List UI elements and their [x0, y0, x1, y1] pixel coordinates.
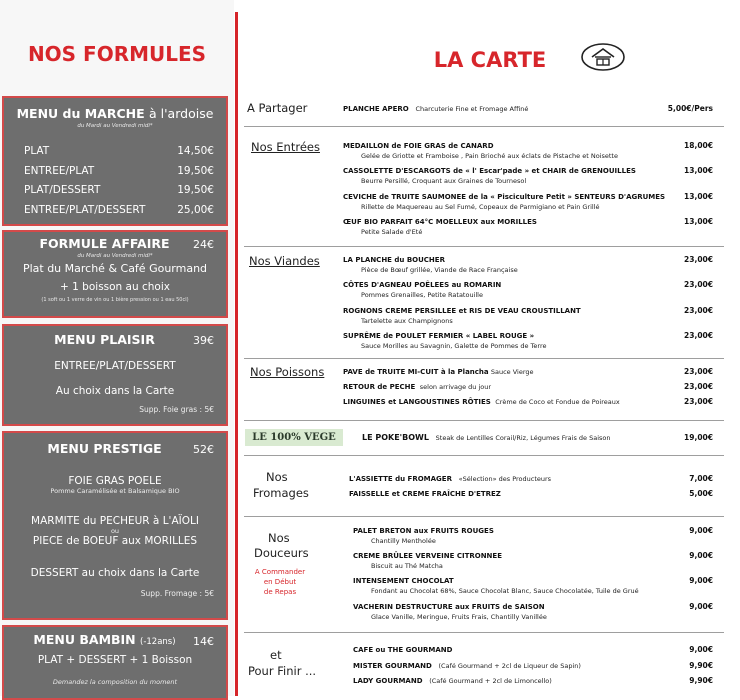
item-price: 23,00€: [684, 306, 713, 315]
item-price: 23,00€: [684, 382, 713, 391]
formules-title: NOS FORMULES: [27, 42, 207, 66]
menu-item: [349, 489, 713, 499]
item-name: PLANCHE APERO: [343, 105, 409, 113]
formule-affaire-title: FORMULE AFFAIRE: [39, 236, 170, 251]
item-price: 18,00€: [684, 141, 713, 150]
item-sub: Rillette de Maquereau au Sel Fumé, Copeaux de Parmigiano et Pain Grillé: [361, 203, 600, 211]
item-name: SUPRÊME de POULET FERMIER « LABEL ROUGE »: [343, 332, 535, 340]
section-viandes-label: Nos Viandes: [249, 254, 320, 268]
item-price: 9,00€: [689, 526, 713, 535]
item-price: 23,00€: [684, 397, 713, 406]
menu-bambin-title-text: MENU BAMBIN: [33, 632, 136, 647]
item-sub: Petite Salade d'Eté: [361, 228, 423, 236]
item-name: CAFE ou THE GOURMAND: [353, 646, 453, 654]
item-desc: Steak de Lentilles Corail/Riz, Légumes Frais de Saison: [435, 434, 611, 442]
item-name: PAVE de TRUITE MI-CUIT à la Plancha: [343, 368, 489, 376]
item-price: 23,00€: [684, 331, 713, 340]
item-name: MISTER GOURMAND: [353, 662, 432, 670]
menu-item: [343, 217, 713, 237]
carte-title: LA CARTE: [433, 48, 547, 72]
menu-item: [353, 661, 713, 671]
item-price: 13,00€: [684, 166, 713, 175]
menu-item: [343, 382, 713, 392]
menu-prestige-line1: FOIE GRAS POELE: [68, 475, 162, 487]
menu-marche-row-label: ENTREE/PLAT/DESSERT: [24, 203, 146, 216]
item-name: LINGUINES et LANGOUSTINES RÔTIES: [343, 398, 491, 406]
item-name: LA PLANCHE du BOUCHER: [343, 256, 445, 264]
menu-marche-row-label: ENTREE/PLAT: [24, 164, 95, 177]
item-price: 5,00€/Pers: [667, 104, 713, 113]
item-desc: Sauce Vierge: [490, 368, 534, 376]
item-desc: (Café Gourmand + 2cl de Liqueur de Sapin): [438, 662, 581, 670]
menu-marche-title-light: à l'ardoise: [149, 106, 214, 121]
item-sub: Gelée de Griotte et Framboise , Pain Brioché aux éclats de Pistache et Noisette: [361, 152, 618, 160]
section-fromages-label1: Nos: [266, 470, 288, 484]
menu-marche-row-label: PLAT/DESSERT: [24, 184, 101, 196]
vege-badge: LE 100% VEGE: [245, 429, 343, 446]
item-name: MEDAILLON de FOIE GRAS de CANARD: [343, 142, 494, 150]
menu-prestige-ou: ou: [110, 527, 120, 535]
menu-item: [353, 551, 713, 571]
menu-item: [343, 104, 713, 114]
menu-marche-row-price: 25,00€: [177, 203, 214, 216]
item-name: INTENSEMENT CHOCOLAT: [353, 577, 454, 585]
item-price: 5,00€: [689, 489, 713, 498]
item-desc: Crème de Coco et Fondue de Poireaux: [495, 398, 620, 406]
formule-affaire-line2: + 1 boisson au choix: [60, 281, 170, 293]
douceurs-note-line: de Repas: [263, 588, 297, 596]
formules-column: [0, 0, 234, 696]
menu-item: [343, 331, 713, 351]
item-price: 23,00€: [684, 367, 713, 376]
item-name: FAISSELLE et CREME FRAÎCHE D'ETREZ: [349, 490, 501, 498]
menu-marche-row-price: 19,50€: [177, 164, 214, 177]
menu-bambin-box: [2, 625, 228, 700]
menu-marche-row: [4, 181, 226, 201]
menu-bambin-line1: PLAT + DESSERT + 1 Boisson: [37, 654, 193, 666]
menu-marche-box: [2, 96, 228, 226]
item-sub: Beurre Persillé, Croquant aux Graines de Tournesol: [361, 177, 527, 185]
menu-marche-row: [4, 162, 226, 182]
section-douceurs-label2: Douceurs: [254, 546, 309, 560]
menu-marche-row: [4, 201, 226, 221]
menu-prestige-line3: PIECE de BOEUF aux MORILLES: [32, 535, 198, 547]
item-sub: Biscuit au Thé Matcha: [371, 562, 443, 570]
formule-affaire-header: [4, 232, 226, 252]
menu-plaisir-line1: ENTREE/PLAT/DESSERT: [54, 360, 176, 372]
item-name: LE POKE'BOWL: [362, 433, 429, 442]
formule-affaire-line1: Plat du Marché & Café Gourmand: [22, 262, 208, 275]
menu-prestige-header: [4, 433, 226, 457]
item-name: RETOUR de PECHE: [343, 383, 416, 391]
menu-marche-row-price: 19,50€: [177, 184, 214, 196]
item-price: 9,00€: [689, 602, 713, 611]
douceurs-note: [252, 567, 308, 597]
column-divider: [235, 12, 238, 696]
section-divider: [244, 516, 724, 517]
item-price: 23,00€: [684, 255, 713, 264]
section-finir-label2: Pour Finir ...: [248, 664, 317, 678]
menu-bambin-header: [4, 627, 226, 650]
menu-bambin-note: Demandez la composition du moment: [52, 678, 178, 686]
item-sub: Chantilly Mentholée: [371, 537, 436, 545]
item-price: 7,00€: [689, 474, 713, 483]
menu-item: [343, 306, 713, 326]
menu-item: [362, 433, 713, 443]
menu-plaisir-supp: Supp. Foie gras : 5€: [139, 405, 214, 414]
item-sub: Glace Vanille, Meringue, Fruits Frais, Chantilly Vanillée: [371, 613, 547, 621]
menu-prestige-supp: Supp. Fromage : 5€: [140, 589, 214, 598]
section-partager-label: A Partager: [247, 101, 308, 115]
menu-prestige-line4: DESSERT au choix dans la Carte: [30, 567, 200, 579]
menu-marche-row-label: PLAT: [24, 145, 50, 157]
section-finir-label1: et: [270, 648, 282, 662]
item-sub: Fondant au Chocolat 68%, Sauce Chocolat Blanc, Sauce Chocolatée, Tuile de Grué: [371, 587, 639, 595]
menu-plaisir-header: [4, 326, 226, 348]
formule-affaire-fine: (1 soft ou 1 verre de vin ou 1 bière pression ou 1 eau 50cl): [41, 297, 189, 303]
item-price: 19,00€: [684, 433, 713, 442]
item-name: CREME BRÛLEE VERVEINE CITRONNEE: [353, 552, 502, 560]
menu-prestige-title: MENU PRESTIGE: [47, 441, 162, 456]
item-desc: Charcuterie Fine et Fromage Affiné: [415, 105, 529, 113]
formule-affaire-days: du Mardi au Vendredi midi*: [77, 253, 153, 259]
menu-item: [353, 602, 713, 622]
menu-item: [353, 645, 713, 655]
item-price: 9,00€: [689, 551, 713, 560]
menu-plaisir-line2: Au choix dans la Carte: [55, 385, 175, 397]
douceurs-note-line: A Commander: [254, 568, 306, 576]
menu-marche-days: du Mardi au Vendredi midi*: [77, 123, 153, 129]
section-divider: [244, 632, 724, 633]
menu-prestige-price: 52€: [193, 442, 214, 456]
item-name: VACHERIN DESTRUCTURE aux FRUITS de SAISON: [353, 603, 545, 611]
menu-item: [343, 166, 713, 186]
section-divider: [244, 455, 724, 456]
menu-bambin-price: 14€: [193, 634, 214, 648]
formule-affaire-box: [2, 230, 228, 318]
menu-item: [353, 676, 713, 686]
section-divider: [244, 358, 724, 359]
item-sub: Sauce Morilles au Savagnin, Galette de Pommes de Terre: [361, 342, 547, 350]
item-name: L'ASSIETTE du FROMAGER: [349, 475, 452, 483]
menu-marche-title-bold: MENU du MARCHE: [16, 106, 145, 121]
menu-marche-row: [4, 142, 226, 162]
menu-plaisir-title: MENU PLAISIR: [54, 332, 155, 347]
item-sub: Tartelette aux Champignons: [361, 317, 453, 325]
menu-plaisir-box: [2, 324, 228, 426]
menu-item: [353, 576, 713, 596]
section-douceurs-label1: Nos: [268, 531, 290, 545]
menu-bambin-title: [16, 632, 193, 650]
item-price: 9,00€: [689, 576, 713, 585]
menu-prestige-line1b: Pomme Caramélisée et Balsamique BIO: [50, 487, 180, 495]
item-desc: «Sélection» des Producteurs: [458, 475, 552, 483]
item-name: ŒUF BIO PARFAIT 64°C MOELLEUX aux MORILLES: [343, 218, 537, 226]
item-name: LADY GOURMAND: [353, 677, 423, 685]
menu-item: [343, 192, 713, 212]
section-divider: [244, 246, 724, 247]
house-icon: [580, 42, 626, 72]
item-name: CÔTES D'AGNEAU POÊLEES au ROMARIN: [343, 281, 502, 289]
item-name: CEVICHE de TRUITE SAUMONEE de la « Pisciculture Petit » SENTEURS D'AGRUMES: [343, 193, 666, 201]
section-entrees-label: Nos Entrées: [251, 140, 320, 154]
menu-item: [353, 526, 713, 546]
douceurs-note-line: en Début: [263, 578, 297, 586]
menu-item: [343, 280, 713, 300]
item-name: PALET BRETON aux FRUITS ROUGES: [353, 527, 494, 535]
item-price: 9,00€: [689, 645, 713, 654]
menu-item: [343, 397, 713, 407]
menu-marche-row-price: 14,50€: [177, 145, 214, 157]
menu-item: [349, 474, 713, 484]
item-name: CASSOLETTE D'ESCARGOTS de « l' Escar'pade » et CHAIR de GRENOUILLES: [343, 167, 636, 175]
section-fromages-label2: Fromages: [253, 486, 309, 500]
section-divider: [244, 126, 724, 127]
item-desc: (Café Gourmand + 2cl de Limoncello): [429, 677, 552, 685]
item-price: 13,00€: [684, 192, 713, 201]
menu-item: [343, 367, 713, 377]
menu-plaisir-price: 39€: [193, 333, 214, 347]
item-price: 9,90€: [689, 661, 713, 670]
menu-marche-title: [4, 98, 226, 122]
menu-prestige-box: [2, 431, 228, 620]
menu-item: [343, 255, 713, 275]
item-sub: Pièce de Bœuf grillée, Viande de Race Française: [361, 266, 518, 274]
formule-affaire-price: 24€: [193, 237, 214, 251]
item-sub: Pommes Grenailles, Petite Ratatouille: [361, 291, 483, 299]
section-poissons-label: Nos Poissons: [250, 365, 325, 379]
menu-item: [343, 141, 713, 161]
item-price: 23,00€: [684, 280, 713, 289]
menu-bambin-age: (-12ans): [140, 637, 176, 647]
section-divider: [244, 420, 724, 421]
item-name: ROGNONS CREME PERSILLEE et RIS DE VEAU CROUSTILLANT: [343, 307, 581, 315]
menu-prestige-line2: MARMITE du PECHEUR à L'AÏOLI: [31, 515, 199, 527]
item-price: 13,00€: [684, 217, 713, 226]
item-price: 9,90€: [689, 676, 713, 685]
item-desc: selon arrivage du jour: [419, 383, 492, 391]
